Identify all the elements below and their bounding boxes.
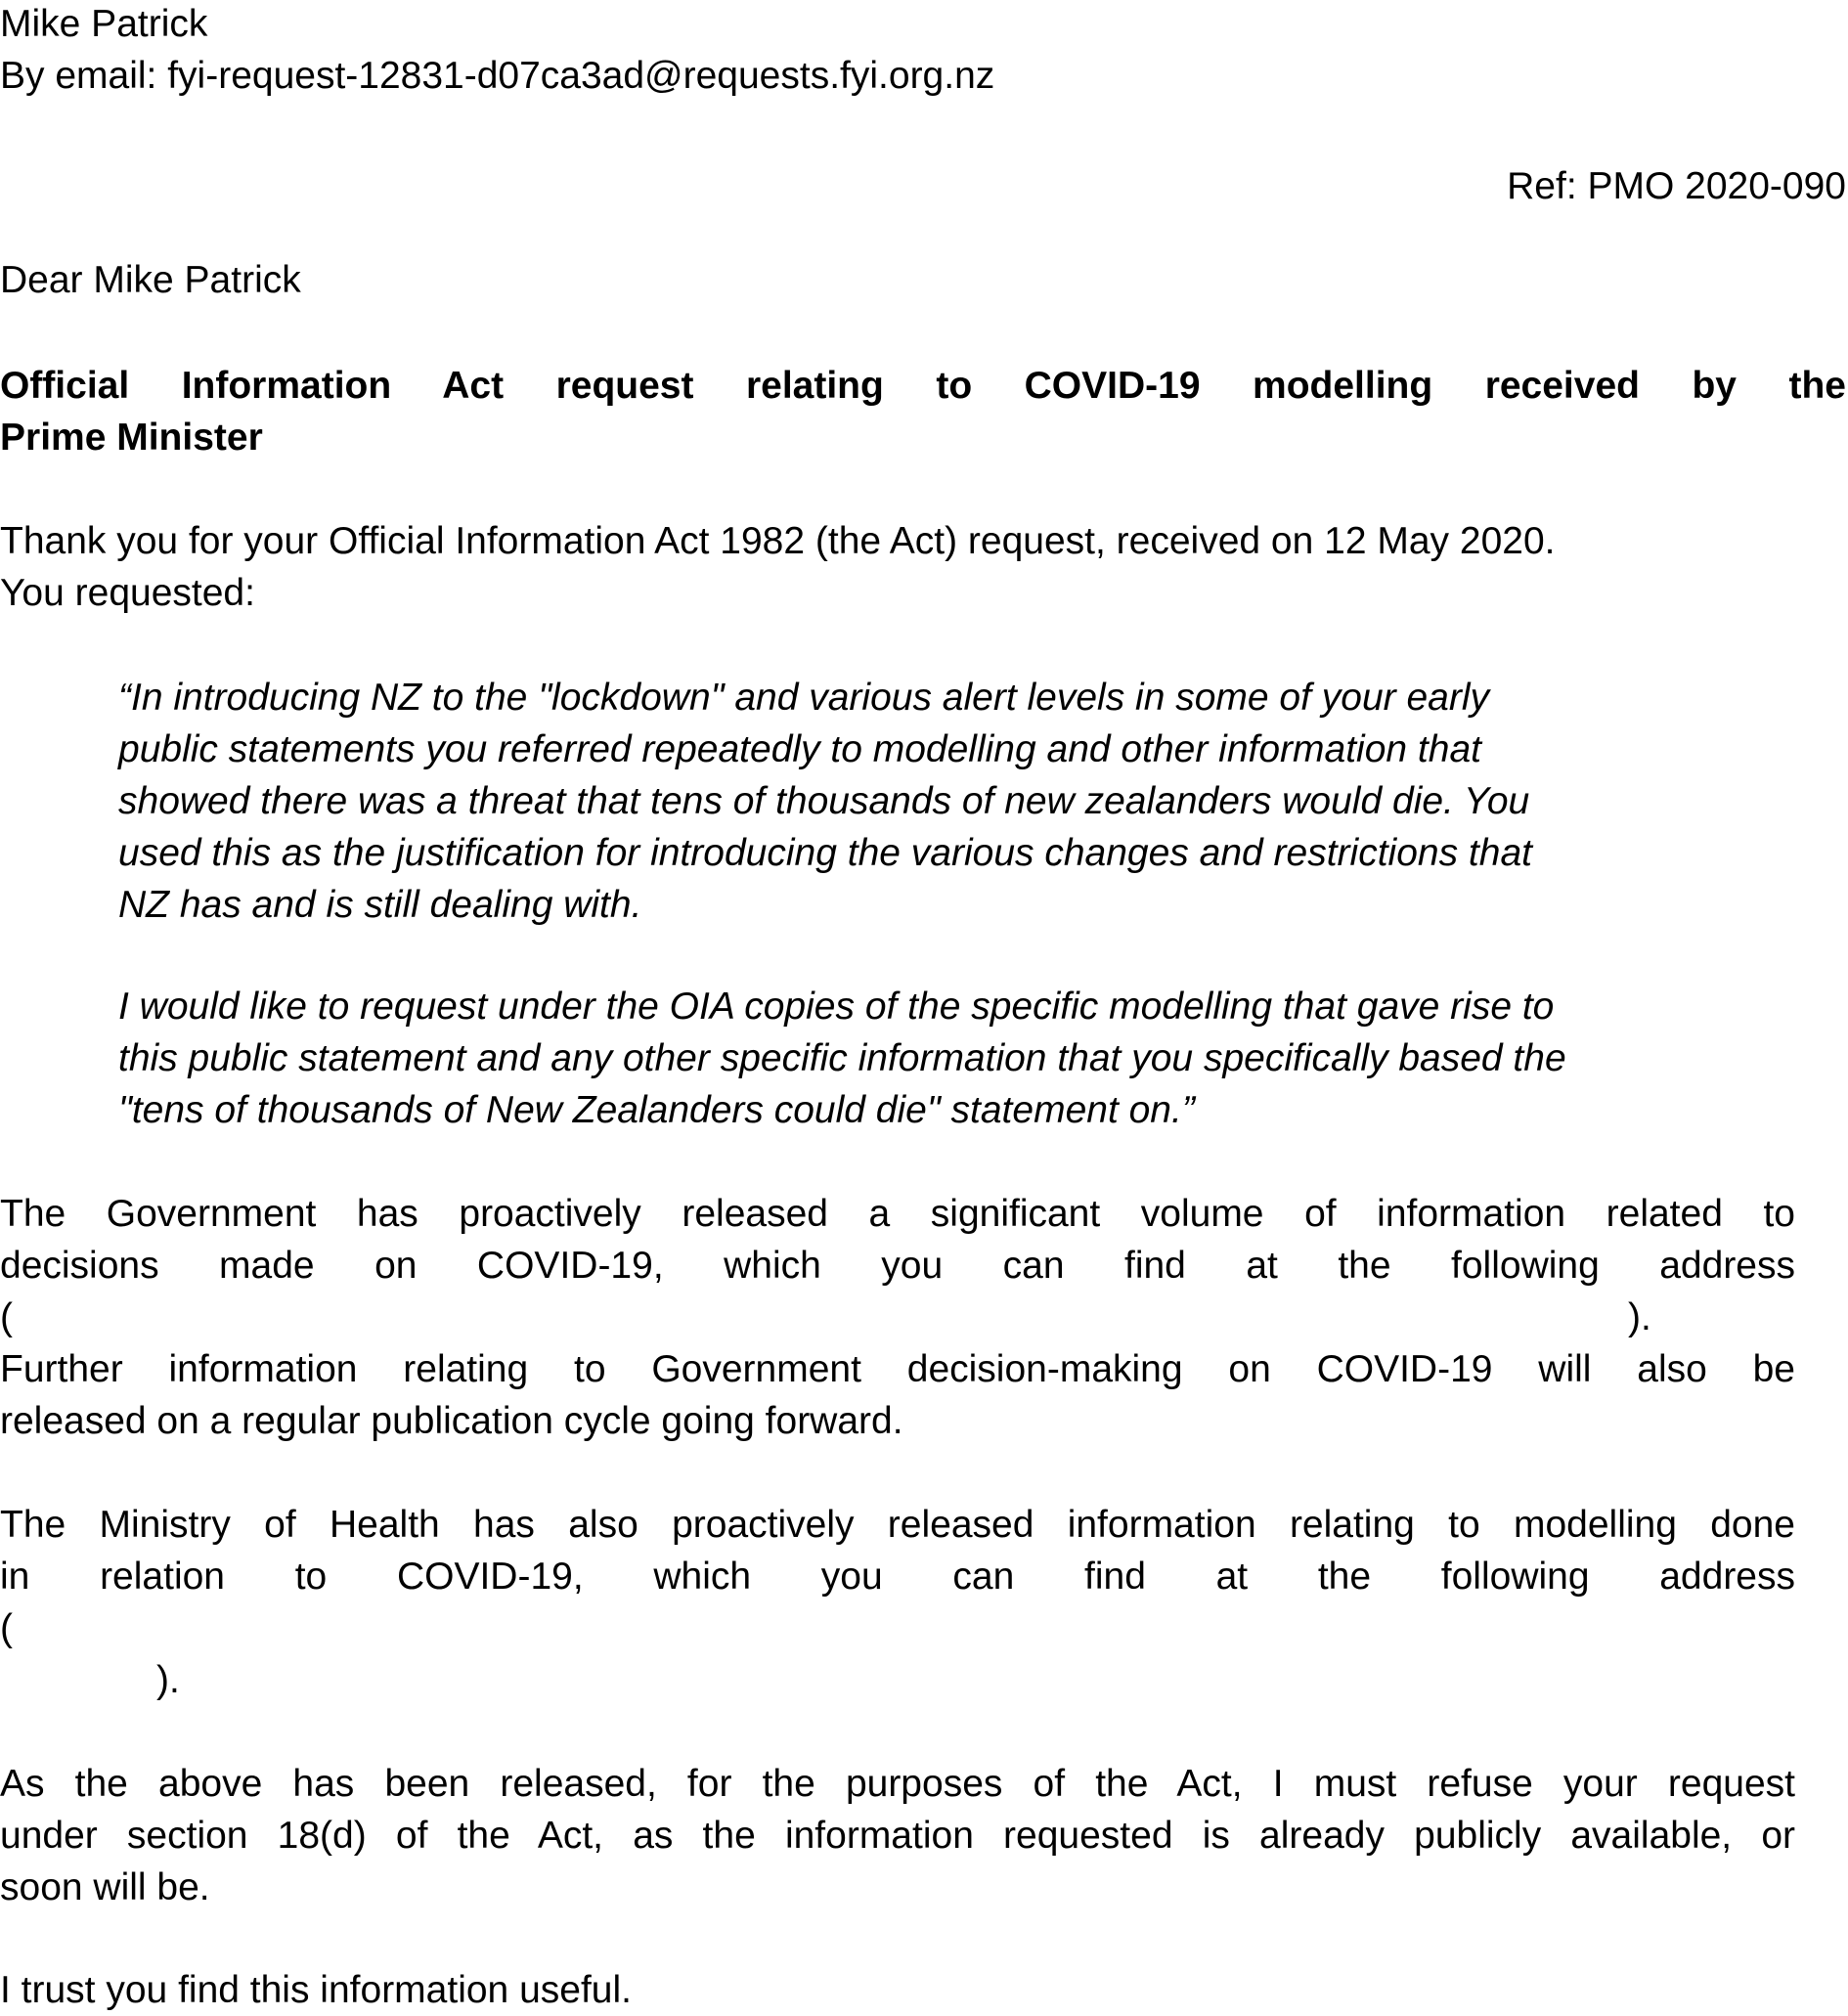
government-paragraph bbox=[0, 1188, 1795, 1447]
quote-line: “In introducing NZ to the "lockdown" and various alert levels in some of your early bbox=[118, 677, 1490, 719]
intro-line: Thank you for your Official Information Act 1982 (the Act) request, received on 12 May 2020. bbox=[0, 520, 1556, 562]
paragraph-line: The Ministry of Health has also proactively released information relating to modelling done bbox=[0, 1504, 1795, 1546]
recipient-block bbox=[0, 0, 994, 102]
paragraph-line: Further information relating to Government decision-making on COVID-19 will also be bbox=[0, 1348, 1795, 1390]
quote-line: "tens of thousands of New Zealanders could die" statement on.” bbox=[118, 1089, 1195, 1131]
subject-line: Official Information Act request relating to COVID-19 modelling received by the bbox=[0, 365, 1846, 407]
close-paren: ). bbox=[156, 1659, 180, 1701]
paragraph-line: released on a regular publication cycle going forward. bbox=[0, 1400, 903, 1442]
paragraph-line: under section 18(d) of the Act, as the information requested is already publicly available, or bbox=[0, 1815, 1795, 1857]
quote-line: public statements you referred repeatedly to modelling and other information that bbox=[118, 728, 1481, 770]
salutation: Dear Mike Patrick bbox=[0, 259, 301, 301]
paragraph-line: The Government has proactively released a significant volume of information related to bbox=[0, 1193, 1795, 1235]
closing-line: I trust you find this information useful. bbox=[0, 1969, 632, 2011]
recipient-name: Mike Patrick bbox=[0, 3, 208, 45]
reference-number: Ref: PMO 2020-090 bbox=[1507, 165, 1846, 207]
quote-line: I would like to request under the OIA copies of the specific modelling that gave rise to bbox=[118, 986, 1555, 1028]
recipient-email: By email: fyi-request-12831-d07ca3ad@requests.fyi.org.nz bbox=[0, 55, 995, 97]
intro-line: You requested: bbox=[0, 572, 255, 614]
paragraph-line: As the above has been released, for the purposes of the Act, I must refuse your request bbox=[0, 1763, 1795, 1805]
refusal-paragraph bbox=[0, 1758, 1795, 1913]
quote-line: used this as the justification for introducing the various changes and restrictions that bbox=[118, 832, 1532, 874]
quoted-request-1 bbox=[118, 672, 1532, 931]
paragraph-line: decisions made on COVID-19, which you can find at the following address bbox=[0, 1245, 1795, 1287]
moh-paragraph bbox=[0, 1499, 1795, 1706]
quote-line: showed there was a threat that tens of thousands of new zealanders would die. You bbox=[118, 780, 1530, 822]
paragraph-line: in relation to COVID-19, which you can find at the following address bbox=[0, 1556, 1795, 1598]
subject-line: Prime Minister bbox=[0, 416, 263, 459]
quoted-request-2 bbox=[118, 981, 1566, 1136]
subject-heading bbox=[0, 360, 1846, 463]
open-paren: ( bbox=[0, 1296, 13, 1338]
quote-line: this public statement and any other specific information that you specifically based the bbox=[118, 1037, 1566, 1079]
redacted-link-line bbox=[0, 1292, 1795, 1343]
open-paren: ( bbox=[0, 1607, 13, 1649]
close-paren: ). bbox=[1628, 1296, 1651, 1338]
quote-line: NZ has and is still dealing with. bbox=[118, 884, 642, 926]
intro-paragraph bbox=[0, 515, 1555, 619]
redacted-link-line bbox=[0, 1654, 1795, 1706]
paragraph-line: soon will be. bbox=[0, 1866, 210, 1908]
